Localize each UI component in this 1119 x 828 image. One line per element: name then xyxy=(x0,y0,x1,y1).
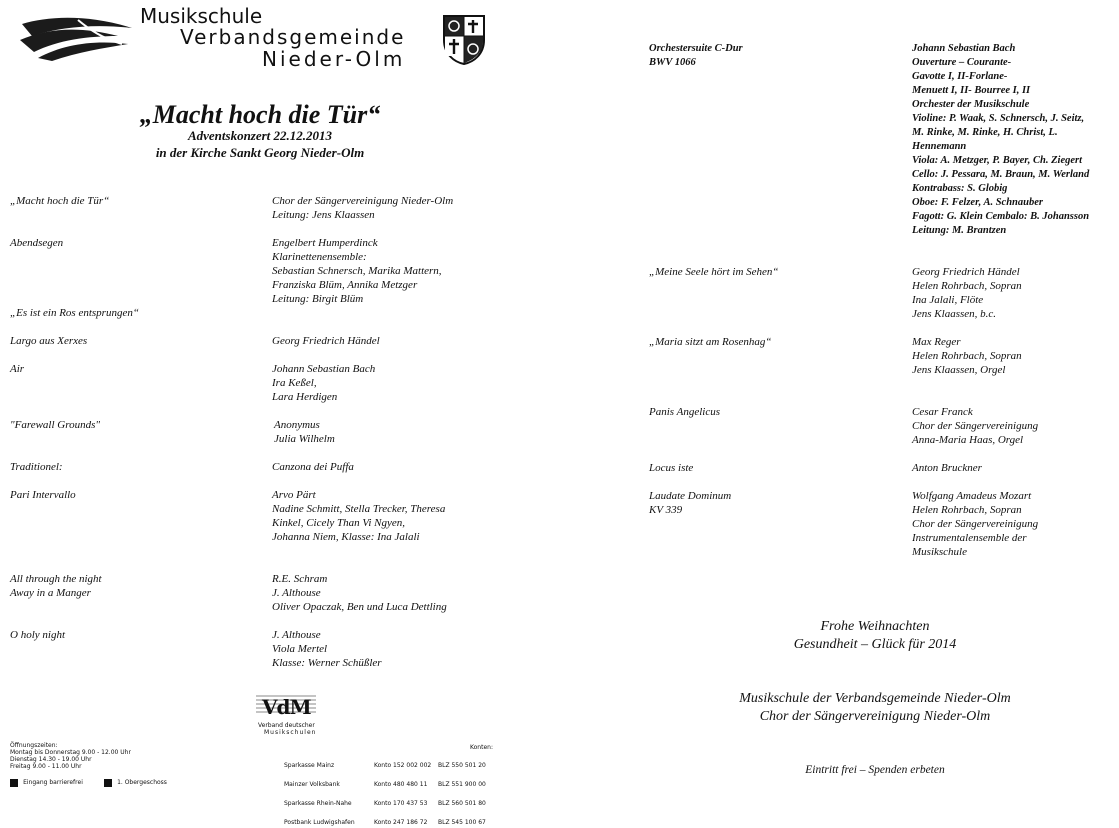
program-performers: Max Reger Helen Rohrbach, Sopran Jens Klaassen, Orgel xyxy=(912,336,1022,376)
vdm-caption-2: Musikschulen xyxy=(264,729,317,736)
program-performers: Arvo Pärt Nadine Schmitt, Stella Trecker, Theresa Kinkel, Cicely Than Vi Ngyen, Johanna Niem, Klasse: Ina Jalali xyxy=(272,489,446,543)
program-piece: Pari Intervallo xyxy=(10,489,76,501)
header-association: Verbandsgemeinde xyxy=(180,25,406,49)
program-piece: Traditionel: xyxy=(10,461,63,473)
program-performers: Wolfgang Amadeus Mozart Helen Rohrbach, Sopran Chor der Sängervereinigung Instrumentalensemble der Musikschule xyxy=(912,490,1039,558)
program-piece: „Meine Seele hört im Sehen“ xyxy=(649,266,779,278)
footer-banks xyxy=(284,752,486,828)
program-piece: „Maria sitzt am Rosenhag“ xyxy=(649,336,772,348)
program-piece: Orchestersuite C-Dur BWV 1066 xyxy=(649,43,743,68)
program-piece: Abendsegen xyxy=(10,237,64,249)
program-performers: Cesar Franck Chor der Sängervereinigung Anna-Maria Haas, Orgel xyxy=(912,406,1039,446)
wheelchair-icon xyxy=(10,779,18,787)
access-barrier-free: Eingang barrierefrei xyxy=(23,779,83,786)
program-piece: O holy night xyxy=(10,629,65,641)
program-piece: Largo aus Xerxes xyxy=(10,335,88,347)
closing-wishes: Gesundheit – Glück für 2014 xyxy=(793,637,957,652)
program-piece: "Farewall Grounds" xyxy=(10,419,101,431)
vdm-logo-mark: VdM xyxy=(262,695,311,719)
concert-venue: in der Kirche Sankt Georg Nieder-Olm xyxy=(155,145,365,160)
program-performers: Engelbert Humperdinck Klarinettenensemble: Sebastian Schnersch, Marika Mattern, Franziska Blüm, Annika Metzger Leitung: Birgit Blüm xyxy=(272,237,442,305)
closing-org-1: Musikschule der Verbandsgemeinde Nieder-Olm xyxy=(739,691,1011,706)
program-performers: Georg Friedrich Händel Helen Rohrbach, Sopran Ina Jalali, Flöte Jens Klaassen, b.c. xyxy=(912,266,1022,320)
coat-of-arms-icon xyxy=(440,12,488,66)
footer-hours: Öffnungszeiten: Montag bis Donnerstag 9.00 - 12.00 Uhr Dienstag 14.30 - 19.00 Uhr Freitag 9.00 - 11.00 Uhr Eingang barrierefrei 1. Obergeschoss xyxy=(10,742,167,786)
bank-row: Sparkasse Rhein-Nahe Konto 170 437 53 BLZ 560 501 80 xyxy=(284,800,486,807)
vdm-logo xyxy=(254,690,318,738)
program-piece: „Es ist ein Ros entsprungen“ xyxy=(10,307,139,319)
program-performers: Anton Bruckner xyxy=(912,462,982,474)
concert-subtitle: Adventskonzert 22.12.2013 xyxy=(187,128,333,143)
program-piece: Panis Angelicus xyxy=(649,406,720,418)
program-performers: Georg Friedrich Händel xyxy=(272,335,380,347)
program-piece: All through the night Away in a Manger xyxy=(10,573,102,599)
program-piece: Locus iste xyxy=(649,462,694,474)
floor-icon xyxy=(104,779,112,787)
closing-greeting: Frohe Weihnachten xyxy=(820,619,930,634)
music-school-logo-swoosh xyxy=(18,14,136,62)
bank-row: Postbank Ludwigshafen Konto 247 186 72 BLZ 545 100 67 xyxy=(284,819,486,826)
program-performers: Chor der Sängervereinigung Nieder-Olm Leitung: Jens Klaassen xyxy=(272,195,454,221)
closing-entry: Eintritt frei – Spenden erbeten xyxy=(805,764,945,776)
program-performers: Canzona dei Puffa xyxy=(272,461,354,473)
closing-org-2: Chor der Sängervereinigung Nieder-Olm xyxy=(759,709,991,724)
footer-banks-title: Konten: xyxy=(470,744,493,751)
bank-row: Mainzer Volksbank Konto 480 480 11 BLZ 551 900 00 xyxy=(284,781,486,788)
access-floor: 1. Obergeschoss xyxy=(117,779,167,786)
program-piece: Air xyxy=(10,363,25,375)
program-performers: R.E. Schram J. Althouse Oliver Opaczak, Ben und Luca Dettling xyxy=(272,573,447,613)
concert-title: „Macht hoch die Tür“ xyxy=(139,100,381,129)
vdm-caption-1: Verband deutscher xyxy=(258,722,315,729)
program-performers: J. Althouse Viola Mertel Klasse: Werner Schüßler xyxy=(272,629,382,669)
program-piece: Laudate Dominum KV 339 xyxy=(649,490,732,516)
program-performers: Anonymus Julia Wilhelm xyxy=(274,419,335,445)
program-piece: „Macht hoch die Tür“ xyxy=(10,195,110,207)
bank-row: Sparkasse Mainz Konto 152 002 002 BLZ 550 501 20 xyxy=(284,762,486,769)
program-performers: Johann Sebastian Bach Ouverture – Courante- Gavotte I, II-Forlane- Menuett I, II- Bourree I, II Orchester der Musikschule Violine: P. Waak, S. Schnersch, J. Seitz, M. Rinke, M. Rinke, H. Christ, L. Hennemann Viola: A. Metzger, P. Bayer, Ch. Ziegert Cello: J. Pessara, M. Braun, M. Werland Kontrabass: S. Globig Oboe: F. Felzer, A. Schnauber Fagott: G. Klein Cembalo: B. Johansson Leitung: M. Brantzen xyxy=(912,43,1090,236)
header-school: Musikschule xyxy=(140,4,263,28)
program-performers: Johann Sebastian Bach Ira Keßel, Lara Herdigen xyxy=(272,363,376,403)
header-town: Nieder-Olm xyxy=(262,47,406,71)
